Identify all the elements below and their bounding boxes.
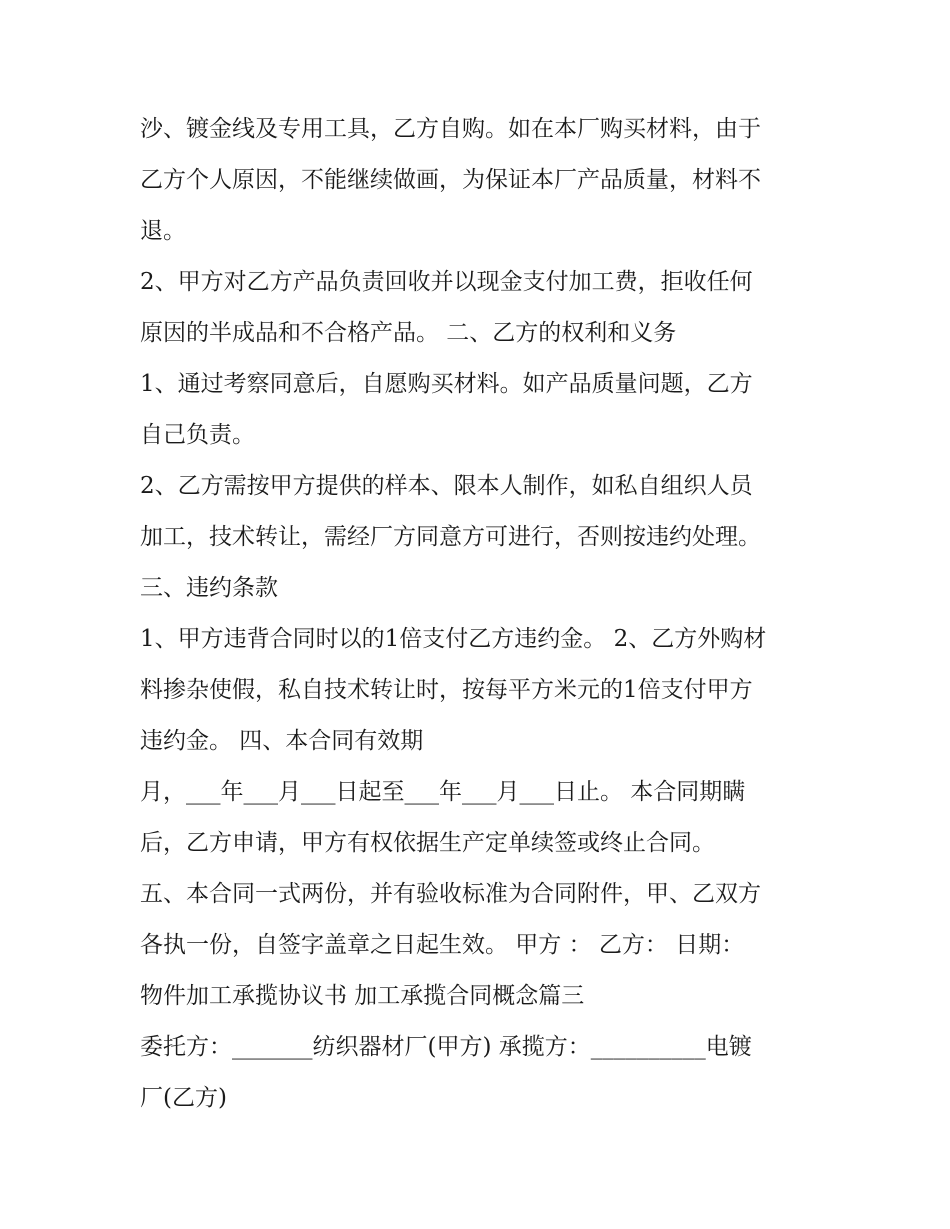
- text-line: 后，乙方申请，甲方有权依据生产定单续签或终止合同。: [140, 830, 715, 856]
- text-line: 沙、镀金线及专用工具，乙方自购。如在本厂购买材料，由于: [140, 116, 761, 142]
- document-body: [140, 104, 820, 1124]
- text-line: 退。: [140, 218, 186, 244]
- text-line: 各执一份，自签字盖章之日起生效。 甲方 ： 乙方： 日期：: [140, 932, 745, 958]
- text-line: 加工，技术转让，需经厂方同意方可进行，否则按违约处理。: [140, 524, 761, 550]
- text-line: 1、甲方违背合同时以的1倍支付乙方违约金。 2、乙方外购材: [140, 626, 767, 652]
- text-line: 月，___年___月___日起至___年___月___日止。 本合同期瞒: [140, 779, 746, 805]
- section-title: 物件加工承揽协议书 加工承揽合同概念篇三: [140, 983, 585, 1009]
- text-line: 2、甲方对乙方产品负责回收并以现金支付加工费，拒收任何: [140, 269, 753, 295]
- text-line: 原因的半成品和不合格产品。 二、乙方的权利和义务: [140, 320, 677, 346]
- text-line: 2、乙方需按甲方提供的样本、限本人制作，如私自组织人员: [140, 473, 753, 499]
- text-line: 料掺杂使假，私自技术转让时，按每平方米元的1倍支付甲方: [140, 677, 753, 703]
- text-line: 违约金。 四、本合同有效期: [140, 728, 424, 754]
- text-line: 自己负责。: [140, 422, 255, 448]
- text-line: 委托方：_______纺织器材厂(甲方) 承揽方：__________电镀: [140, 1034, 752, 1060]
- text-line: 五、本合同一式两份，并有验收标准为合同附件，甲、乙双方: [140, 881, 761, 907]
- text-line: 1、通过考察同意后，自愿购买材料。如产品质量问题，乙方: [140, 371, 753, 397]
- text-line: 厂(乙方): [140, 1085, 227, 1111]
- section-heading: 三、违约条款: [140, 575, 278, 601]
- text-line: 乙方个人原因，不能继续做画，为保证本厂产品质量，材料不: [140, 167, 761, 193]
